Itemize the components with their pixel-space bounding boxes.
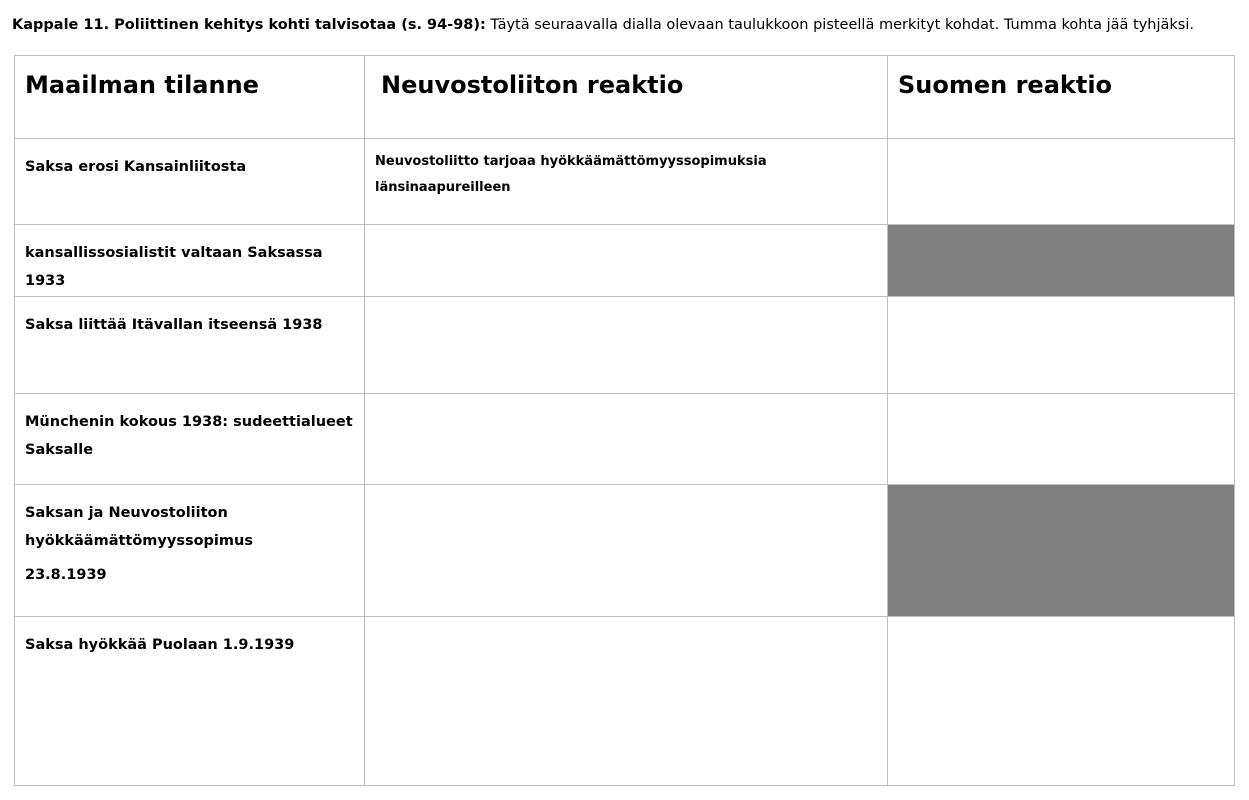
event-text: Saksan ja Neuvostoliiton hyökkäämättömyyssopimus (25, 505, 253, 549)
table-row (15, 225, 1235, 297)
table-row (15, 139, 1235, 225)
event-cell: Saksa erosi Kansainliitosta (15, 139, 365, 225)
instruction-body: Täytä seuraavalla dialla olevaan taulukkoon pisteellä merkityt kohdat. Tumma kohta jää tyhjäksi. (485, 17, 1194, 33)
soviet-reaction-cell[interactable] (365, 394, 888, 485)
finland-reaction-shaded-cell (888, 485, 1235, 617)
event-cell: Münchenin kokous 1938: sudeettialueet Saksalle (15, 394, 365, 485)
event-cell: Saksa hyökkää Puolaan 1.9.1939 (15, 617, 365, 786)
soviet-reaction-cell[interactable] (365, 617, 888, 786)
finland-reaction-shaded-cell (888, 225, 1235, 297)
event-date: 23.8.1939 (25, 567, 107, 583)
table-row (15, 485, 1235, 617)
soviet-reaction-cell[interactable]: Neuvostoliitto tarjoaa hyökkäämättömyyssopimuksia länsinaapureilleen (365, 139, 888, 225)
table-row (15, 297, 1235, 394)
header-soviet-reaction: Neuvostoliiton reaktio (365, 56, 888, 139)
event-cell: Saksa liittää Itävallan itseensä 1938 (15, 297, 365, 394)
header-finland-reaction: Suomen reaktio (888, 56, 1235, 139)
finland-reaction-cell[interactable] (888, 394, 1235, 485)
event-cell (15, 485, 365, 617)
header-world-situation: Maailman tilanne (15, 56, 365, 139)
finland-reaction-cell[interactable] (888, 139, 1235, 225)
finland-reaction-cell[interactable] (888, 617, 1235, 786)
instructions-text (12, 15, 1242, 35)
soviet-reaction-cell[interactable] (365, 225, 888, 297)
soviet-reaction-cell[interactable] (365, 485, 888, 617)
event-cell: kansallissosialistit valtaan Saksassa 1933 (15, 225, 365, 297)
chapter-heading: Kappale 11. Poliittinen kehitys kohti talvisotaa (s. 94-98): (12, 17, 486, 33)
worksheet-table (14, 55, 1235, 786)
finland-reaction-cell[interactable] (888, 297, 1235, 394)
soviet-reaction-cell[interactable] (365, 297, 888, 394)
table-header-row (15, 56, 1235, 139)
table-row (15, 394, 1235, 485)
table-row (15, 617, 1235, 786)
